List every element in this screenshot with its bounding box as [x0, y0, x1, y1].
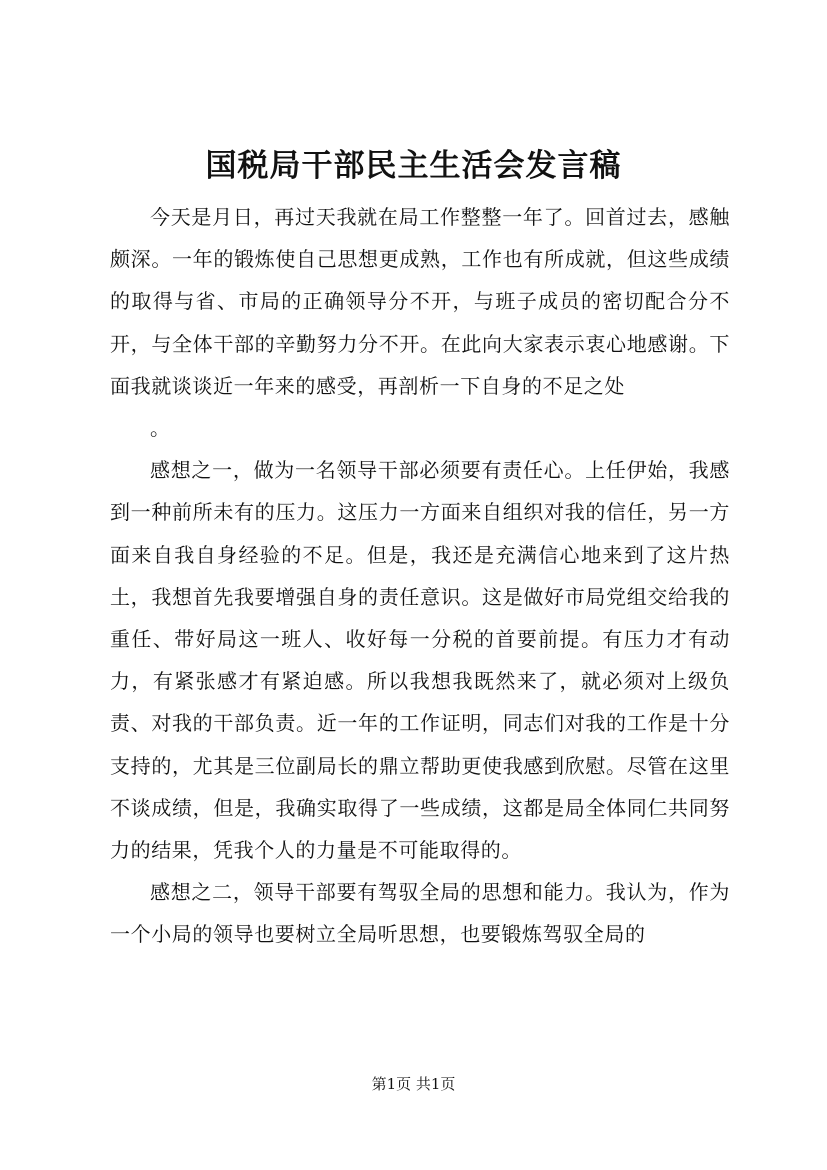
document-body — [110, 196, 730, 956]
document-title: 国税局干部民主生活会发言稿 — [205, 148, 622, 184]
paragraph-thought-one: 感想之一，做为一名领导干部必须要有责任心。上任伊始，我感到一种前所未有的压力。这压力一方面来自组织对我的信任，另一方面来自我自身经验的不足。但是，我还是充满信心地来到了这片热土，我想首先我要增强自身的责任意识。这是做好市局党组交给我的重任、带好局这一班人、收好每一分税的首要前提。有压力才有动力，有紧张感才有紧迫感。所以我想我既然来了，就必须对上级负责、对我的干部负责。近一年的工作证明，同志们对我的工作是十分支持的，尤其是三位副局长的鼎立帮助更使我感到欣慰。尽管在这里不谈成绩，但是，我确实取得了一些成绩，这都是局全体同仁共同努力的结果，凭我个人的力量是不可能取得的。 — [110, 458, 730, 863]
paragraph-intro: 今天是月日，再过天我就在局工作整整一年了。回首过去，感触颇深。一年的锻炼使自己思想更成熟，工作也有所成就，但这些成绩的取得与省、市局的正确领导分不开，与班子成员的密切配合分不开，与全体干部的辛勤努力分不开。在此向大家表示衷心地感谢。下面我就谈谈近一年来的感受，再剖析一下自身的不足之处 — [110, 205, 730, 398]
paragraph-thought-two: 感想之二，领导干部要有驾驭全局的思想和能力。我认为，作为一个小局的领导也要树立全局听思想，也要锻炼驾驭全局的 — [110, 880, 730, 947]
page-footer: 第1页 共1页 — [371, 1075, 456, 1093]
paragraph-period: 。 — [150, 416, 171, 441]
